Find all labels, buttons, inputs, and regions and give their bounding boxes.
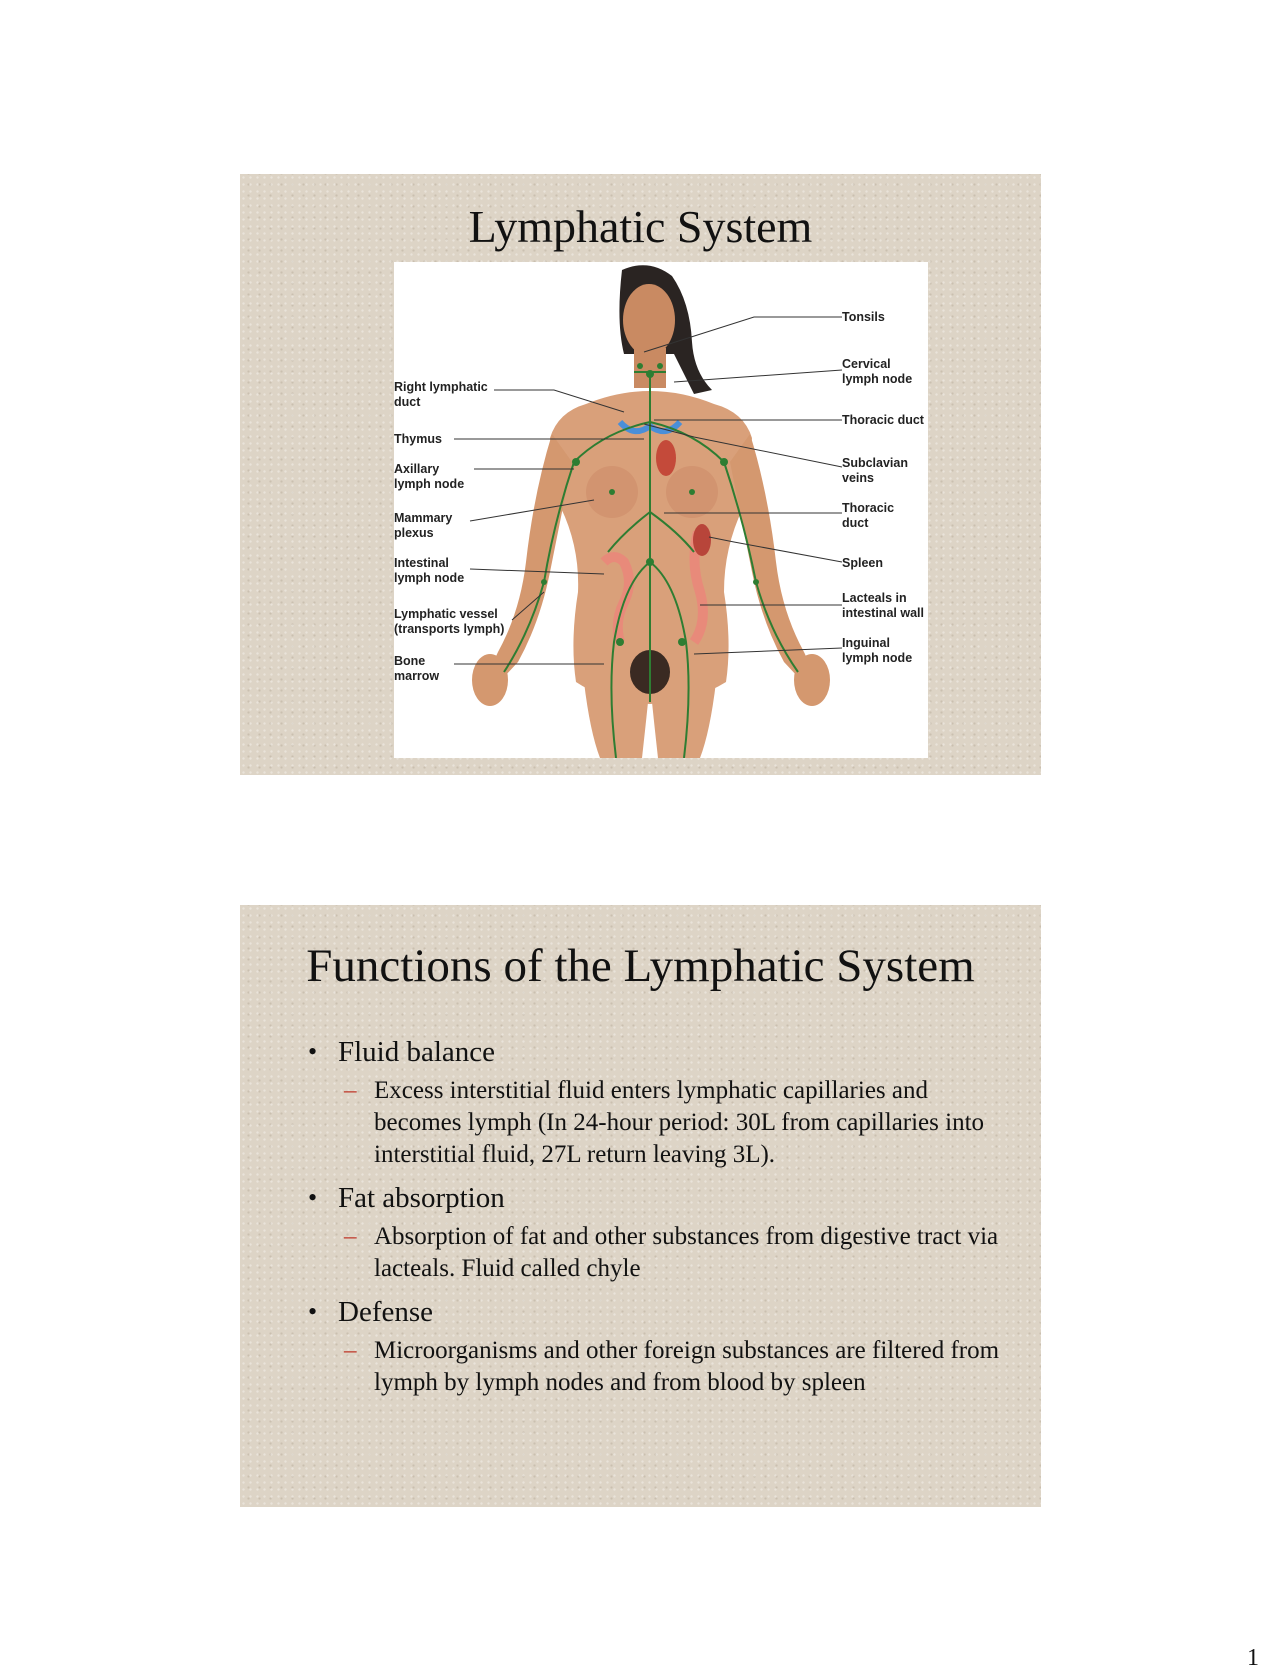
label-bone-marrow: Bone marrow xyxy=(394,654,440,683)
label-thoracic-duct-lower: Thoracic duct xyxy=(842,501,895,530)
sub-bullet-defense: – Microorganisms and other foreign substances are filtered from lymph by lymph nodes and from blood by spleen xyxy=(344,1337,1000,1396)
label-spleen: Spleen xyxy=(842,556,883,570)
slide-lymphatic-system xyxy=(240,174,1041,775)
label-tonsils: Tonsils xyxy=(842,310,885,324)
bullet-dot-icon: • xyxy=(308,1037,318,1066)
label-subclavian-veins: Subclavian veins xyxy=(842,456,908,485)
label-inguinal-lymph-node: Inguinal lymph node xyxy=(842,636,913,665)
label-right-lymphatic-duct: Right lymphatic duct xyxy=(394,380,488,409)
dash-icon: – xyxy=(344,1077,357,1104)
dash-icon: – xyxy=(344,1223,357,1250)
bullet-defense: • Defense xyxy=(308,1296,434,1328)
label-mammary-plexus: Mammary plexus xyxy=(394,511,453,540)
dash-icon: – xyxy=(344,1337,357,1364)
bullet-list xyxy=(308,1035,1008,1409)
sub-bullet-fat-absorption: – Absorption of fat and other substances from digestive tract via lacteals. Fluid called chyle xyxy=(344,1223,999,1282)
label-thymus: Thymus xyxy=(394,432,442,446)
slide-title: Lymphatic System xyxy=(468,201,813,252)
bullet-dot-icon: • xyxy=(308,1183,318,1212)
page-number: 1 xyxy=(1247,1645,1259,1671)
bullet-fluid-balance: • Fluid balance xyxy=(308,1036,496,1068)
label-axillary-lymph-node: Axillary lymph node xyxy=(394,462,465,491)
label-cervical-lymph-node: Cervical lymph node xyxy=(842,357,913,386)
label-lymphatic-vessel: Lymphatic vessel (transports lymph) xyxy=(394,607,505,636)
slide-title: Functions of the Lymphatic System xyxy=(306,940,975,992)
label-thoracic-duct-upper: Thoracic duct xyxy=(842,413,924,427)
bullet-fat-absorption: • Fat absorption xyxy=(308,1182,505,1214)
label-intestinal-lymph-node: Intestinal lymph node xyxy=(394,556,465,585)
label-lacteals: Lacteals in intestinal wall xyxy=(842,591,924,620)
bullet-dot-icon: • xyxy=(308,1297,318,1326)
lymphatic-system-figure xyxy=(394,262,928,758)
sub-bullet-fluid-balance: – Excess interstitial fluid enters lymphatic capillaries and becomes lymph (In 24-hour period: 30L from capillaries into interstitial fluid, 27L return leaving 3L). xyxy=(344,1077,985,1168)
slide-functions xyxy=(240,905,1041,1507)
